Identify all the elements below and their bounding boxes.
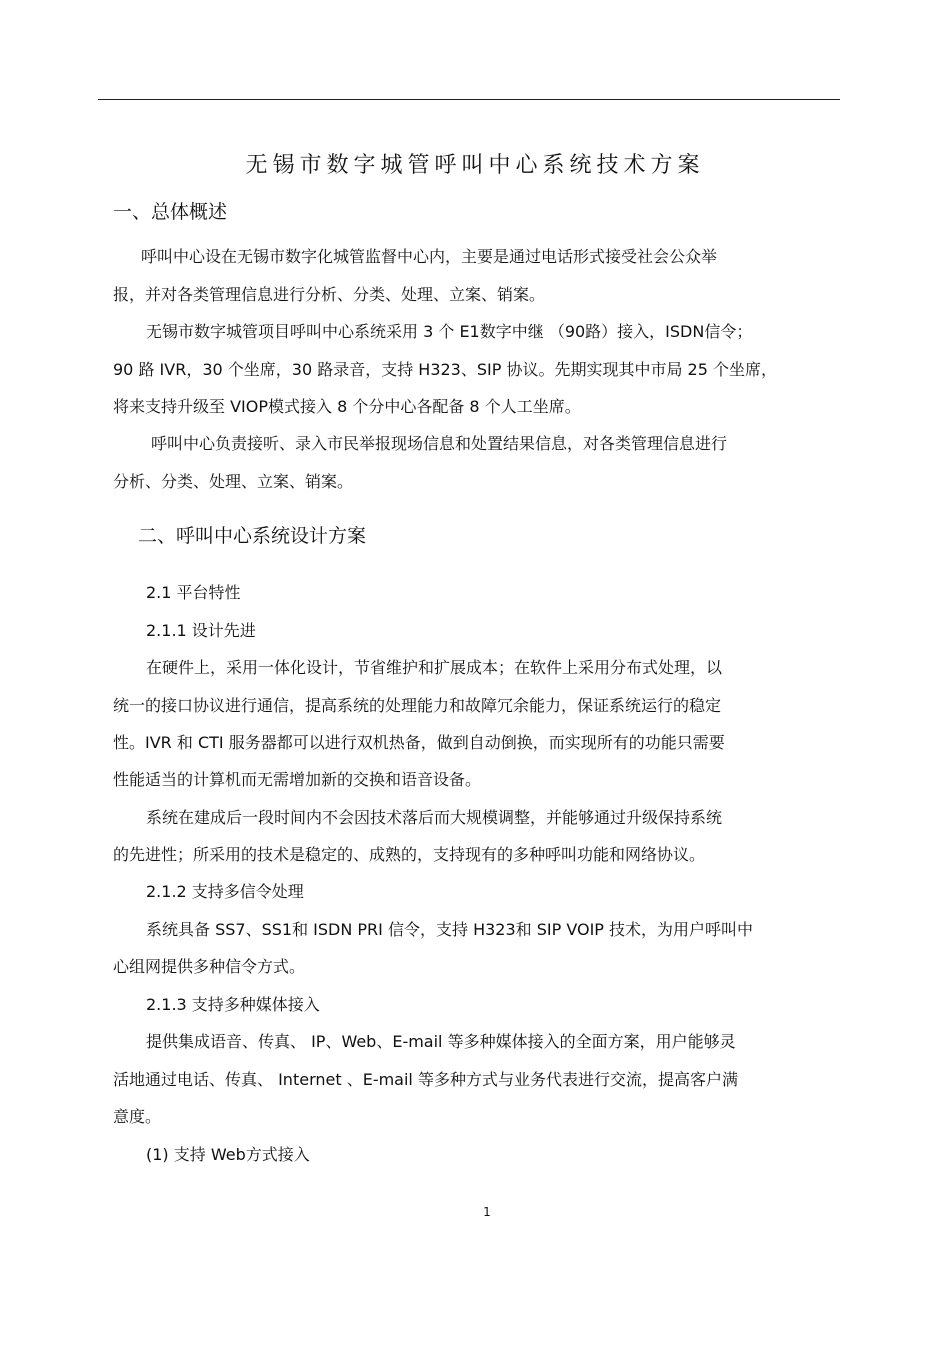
paragraph-line: 呼叫中心负责接听、录入市民举报现场信息和处置结果信息，对各类管理信息进行 <box>151 434 728 453</box>
paragraph-line: 呼叫中心设在无锡市数字化城管监督中心内，主要是通过电话形式接受社会公众举 <box>141 247 718 266</box>
paragraph-line: 活地通过电话、传真、 Internet 、E-mail 等多种方式与业务代表进行交流，提高客户满 <box>113 1070 738 1089</box>
document-title: 无锡市数字城管呼叫中心系统技术方案 <box>245 153 705 178</box>
paragraph-line: 在硬件上，采用一体化设计，节省维护和扩展成本；在软件上采用分布式处理，以 <box>146 658 723 677</box>
paragraph-line: 统一的接口协议进行通信，提高系统的处理能力和故障冗余能力，保证系统运行的稳定 <box>113 696 722 715</box>
page-number: 1 <box>483 1205 491 1219</box>
paragraph-line: 心组网提供多种信令方式。 <box>113 957 306 976</box>
subsection-heading: 2.1.1 设计先进 <box>146 621 256 640</box>
subsection-heading: 2.1 平台特性 <box>146 583 241 602</box>
paragraph-line: 系统在建成后一段时间内不会因技术落后而大规模调整，并能够通过升级保持系统 <box>146 808 723 827</box>
paragraph-line: 将来支持升级至 VIOP模式接入 8 个分中心各配备 8 个人工坐席。 <box>113 397 581 416</box>
paragraph-line: 系统具备 SS7、SS1和 ISDN PRI 信令，支持 H323和 SIP VOIP 技术，为用户呼叫中 <box>146 920 754 939</box>
paragraph-line: 分析、分类、处理、立案、销案。 <box>113 472 354 491</box>
paragraph-line: 报，并对各类管理信息进行分析、分类、处理、立案、销案。 <box>113 285 546 304</box>
paragraph-line: 提供集成语音、传真、 IP、Web、E-mail 等多种媒体接入的全面方案，用户能够灵 <box>146 1032 736 1051</box>
paragraph-line: 意度。 <box>113 1107 162 1126</box>
subsection-heading: 2.1.2 支持多信令处理 <box>146 882 304 901</box>
paragraph-line: 无锡市数字城管项目呼叫中心系统采用 3 个 E1数字中继 （90路）接入，ISDN信令； <box>146 322 753 341</box>
paragraph-line: 90 路 IVR，30 个坐席，30 路录音，支持 H323、SIP 协议。先期实现其中市局 25 个坐席， <box>113 360 778 379</box>
paragraph-line: 性。IVR 和 CTI 服务器都可以进行双机热备，做到自动倒换，而实现所有的功能只需要 <box>113 733 725 752</box>
section-1-heading: 一、总体概述 <box>113 201 228 223</box>
paragraph-line: 的先进性；所采用的技术是稳定的、成熟的，支持现有的多种呼叫功能和网络协议。 <box>113 845 706 864</box>
subsection-heading: 2.1.3 支持多种媒体接入 <box>146 995 320 1014</box>
header-rule <box>98 99 840 100</box>
section-2-heading: 二、呼叫中心系统设计方案 <box>138 525 367 547</box>
paragraph-line: 性能适当的计算机而无需增加新的交换和语音设备。 <box>113 770 482 789</box>
list-item: (1) 支持 Web方式接入 <box>146 1145 310 1164</box>
